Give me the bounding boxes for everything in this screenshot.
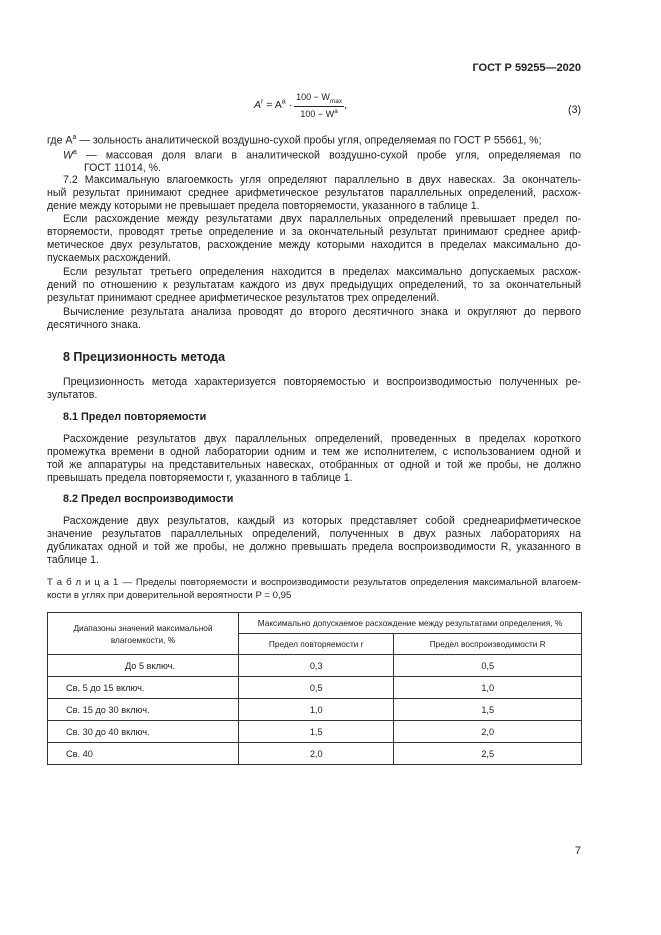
table-row: Св. 30 до 40 включ. 1,5 2,0 [48, 721, 582, 743]
formula-3 [254, 92, 347, 119]
formula-dot: · [285, 99, 293, 112]
document-header: ГОСТ Р 59255—2020 [472, 62, 581, 74]
where-line-1: где $A^a$ — зольность аналитической воздушно-сухой пробы угля, определяемая по ГОСТ Р 55661, %; [47, 134, 542, 147]
formula-number: (3) [568, 104, 581, 116]
section-8-2-title: 8.2 Предел воспроизводимости [63, 493, 234, 505]
col-header-range: Диапазоны значений максимальной влагоемкости, % [48, 613, 239, 655]
formula-eq-sup: a [281, 98, 286, 106]
table-row: Св. 40 2,0 2,5 [48, 743, 582, 765]
formula-fraction [294, 92, 344, 119]
table-row: Св. 15 до 30 включ. 1,0 1,5 [48, 699, 582, 721]
col-header-group: Максимально допускаемое расхождение между результатами определения, % [239, 613, 582, 634]
where-line-2: $W^a$ — массовая доля влаги в аналитической воздушно-сухой пробе угля, определяемая по [63, 149, 581, 162]
section-8-title: 8 Прецизионность метода [63, 350, 226, 364]
col-header-repeatability: Предел повторяемости r [239, 634, 394, 655]
section-8-1-title: 8.1 Предел повторяемости [63, 411, 207, 423]
formula-denominator-sup: a [334, 107, 338, 115]
where-line-3: ГОСТ 11014, %. [84, 162, 162, 174]
table-row: Св. 5 до 15 включ. 0,5 1,0 [48, 677, 582, 699]
formula-comma: , [344, 99, 348, 112]
col-header-reproducibility: Предел воспроизводимости R [394, 634, 582, 655]
formula-denominator: 100 − W [300, 108, 335, 119]
page-number: 7 [574, 845, 581, 857]
table-row: До 5 включ. 0,3 0,5 [48, 655, 582, 677]
formula-numerator: 100 − W [296, 92, 330, 102]
formula-lhs: A [254, 99, 262, 112]
precision-table [47, 612, 582, 765]
formula-eq: = A [263, 99, 282, 112]
formula-lhs-sup: r [261, 98, 264, 106]
formula-numerator-sub: max [329, 97, 343, 105]
